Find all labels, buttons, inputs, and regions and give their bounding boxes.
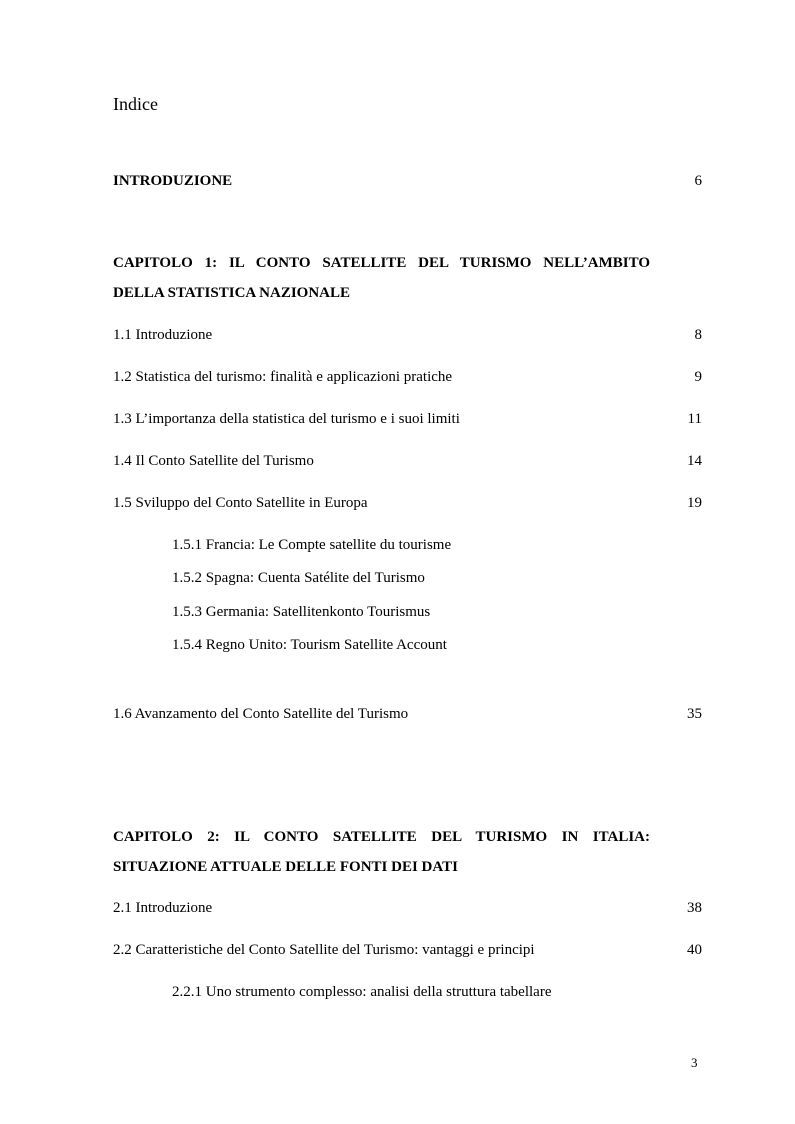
toc-entry-label: 2.2 Caratteristiche del Conto Satellite del Turismo: vantaggi e principi xyxy=(113,942,535,958)
toc-subentry-1-5-4: 1.5.4 Regno Unito: Tourism Satellite Account xyxy=(172,637,447,653)
toc-entry-page: 40 xyxy=(687,942,702,958)
toc-entry-page: 11 xyxy=(687,411,702,427)
toc-subentry-1-5-1: 1.5.1 Francia: Le Compte satellite du tourisme xyxy=(172,537,452,553)
chapter-1-title-line-2: DELLA STATISTICA NAZIONALE xyxy=(113,285,351,301)
toc-entry-label: 2.1 Introduzione xyxy=(113,900,213,916)
toc-entry-label: 1.3 L’importanza della statistica del turismo e i suoi limiti xyxy=(113,411,460,427)
chapter-1-title-line-1: CAPITOLO 1: IL CONTO SATELLITE DEL TURISMO NELL’AMBITO xyxy=(113,255,650,271)
toc-subentry-1-5-2: 1.5.2 Spagna: Cuenta Satélite del Turismo xyxy=(172,570,425,586)
toc-entry-label: 1.4 Il Conto Satellite del Turismo xyxy=(113,453,314,469)
page-number: 3 xyxy=(691,1055,698,1070)
toc-heading: Indice xyxy=(113,94,158,114)
toc-entry-label: 1.1 Introduzione xyxy=(113,327,213,343)
toc-entry-page: 19 xyxy=(687,495,702,511)
chapter-2-title-cont xyxy=(113,852,650,882)
toc-entry-page: 38 xyxy=(687,900,702,916)
toc-entry-label: 1.6 Avanzamento del Conto Satellite del Turismo xyxy=(113,706,409,722)
toc-entry-label: 1.2 Statistica del turismo: finalità e applicazioni pratiche xyxy=(113,369,453,385)
toc-subentry-2-2-1: 2.2.1 Uno strumento complesso: analisi della struttura tabellare xyxy=(172,984,552,1000)
toc-subentry-1-5-3: 1.5.3 Germania: Satellitenkonto Tourismus xyxy=(172,604,431,620)
chapter-2-title-line-2: SITUAZIONE ATTUALE DELLE FONTI DEI DATI xyxy=(113,859,458,875)
chapter-2-title xyxy=(113,822,650,852)
chapter-1-title-cont xyxy=(113,278,650,308)
chapter-1-title xyxy=(113,248,650,278)
toc-entry-page: 6 xyxy=(694,173,702,189)
toc-entry-page: 35 xyxy=(687,706,702,722)
toc-entry-page: 9 xyxy=(694,369,702,385)
toc-entry-label: 1.5 Sviluppo del Conto Satellite in Europa xyxy=(113,495,368,511)
toc-entry-label: INTRODUZIONE xyxy=(113,173,233,189)
chapter-2-title-line-1: CAPITOLO 2: IL CONTO SATELLITE DEL TURISMO IN ITALIA: xyxy=(113,829,650,845)
toc-entry-page: 8 xyxy=(694,327,702,343)
toc-entry-page: 14 xyxy=(687,453,702,469)
